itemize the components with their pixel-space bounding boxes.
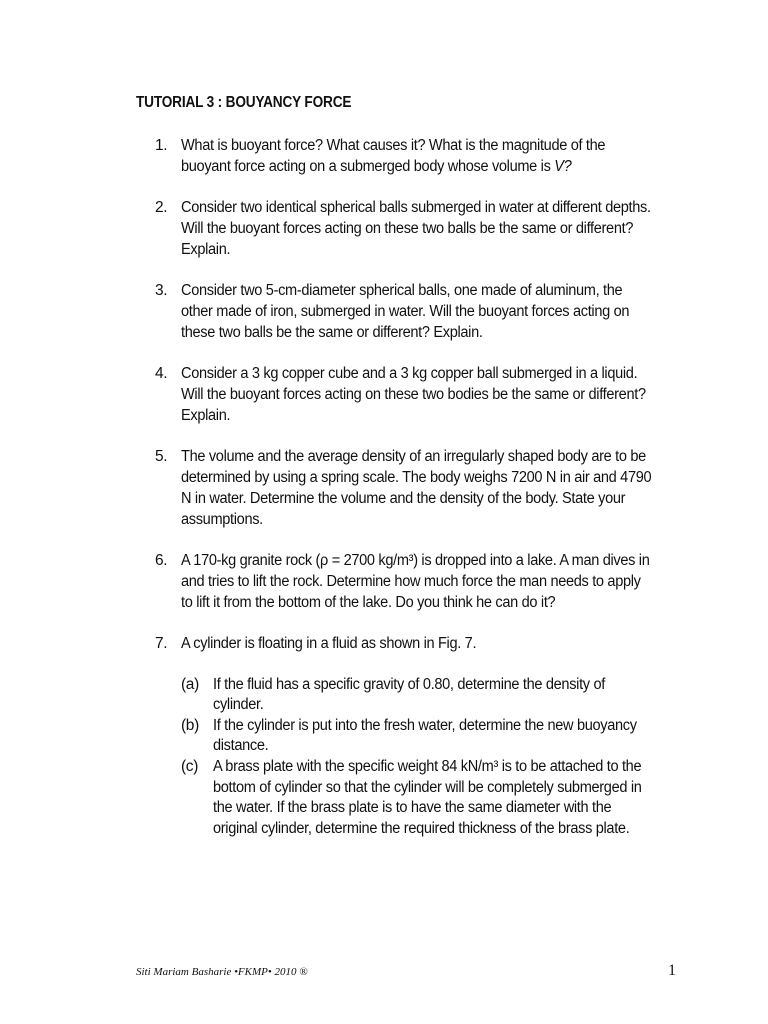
question-1 bbox=[155, 136, 755, 178]
question-number: 2. bbox=[155, 199, 168, 217]
question-text: The volume and the average density of an irregularly shaped body are to be determined by using a spring scale. The body weighs 7200 N in air and 4790 N in water. Determine the volume and the density of the body. State your assumptions. bbox=[181, 448, 652, 528]
question-number: 5. bbox=[155, 448, 168, 466]
question-5 bbox=[155, 447, 755, 530]
subpart-text: If the cylinder is put into the fresh water, determine the new buoyancy distance. bbox=[213, 716, 637, 755]
page-title: TUTORIAL 3 : BOUYANCY FORCE bbox=[136, 94, 352, 111]
question-3 bbox=[155, 281, 755, 343]
question-number: 6. bbox=[155, 551, 168, 569]
question-text: Consider two 5-cm-diameter spherical balls, one made of aluminum, the other made of iron, submerged in water. Will the buoyant forces acting on these two balls be the same or different? Explain. bbox=[181, 282, 630, 341]
question-6 bbox=[155, 551, 755, 613]
question-4 bbox=[155, 364, 755, 426]
subpart-b bbox=[181, 716, 681, 757]
question-list bbox=[155, 136, 755, 860]
variable-v: V? bbox=[554, 157, 572, 175]
footer-author: Siti Mariam Basharie •FKMP• 2010 ® bbox=[136, 966, 308, 978]
subpart-label: (c) bbox=[181, 758, 199, 776]
subpart-text: If the fluid has a specific gravity of 0.80, determine the density of cylinder. bbox=[213, 675, 605, 714]
subpart-a bbox=[181, 675, 681, 716]
question-text: A cylinder is floating in a fluid as shown in Fig. 7. bbox=[181, 634, 477, 652]
question-2 bbox=[155, 198, 755, 260]
question-text: A 170-kg granite rock (ρ = 2700 kg/m³) is dropped into a lake. A man dives in and tries to lift the rock. Determine how much force the man needs to apply to lift it from the bottom of the lake. Do you think he can do it? bbox=[181, 551, 650, 611]
page-number: 1 bbox=[668, 962, 676, 979]
subpart-list bbox=[181, 675, 681, 840]
question-text: Consider a 3 kg copper cube and a 3 kg copper ball submerged in a liquid. Will the buoyant forces acting on these two bodies be the same or different? Explain. bbox=[181, 365, 646, 424]
question-text: What is buoyant force? What causes it? What is the magnitude of the buoyant force acting on a submerged body whose volume is V? bbox=[181, 137, 606, 175]
question-7 bbox=[155, 634, 755, 840]
question-text: Consider two identical spherical balls submerged in water at different depths. Will the buoyant forces acting on these two balls be the same or different? Explain. bbox=[181, 199, 651, 258]
question-number: 3. bbox=[155, 282, 168, 300]
subpart-label: (a) bbox=[181, 675, 199, 693]
subpart-c bbox=[181, 757, 681, 839]
question-number: 7. bbox=[155, 634, 168, 652]
question-number: 4. bbox=[155, 365, 168, 383]
subpart-label: (b) bbox=[181, 716, 199, 734]
question-number: 1. bbox=[155, 137, 168, 154]
subpart-text: A brass plate with the specific weight 84 kN/m³ is to be attached to the bottom of cylinder so that the cylinder will be completely submerged in the water. If the brass plate is to have the same diameter with the original cylinder, determine the required thickness of the brass plate. bbox=[213, 758, 642, 837]
